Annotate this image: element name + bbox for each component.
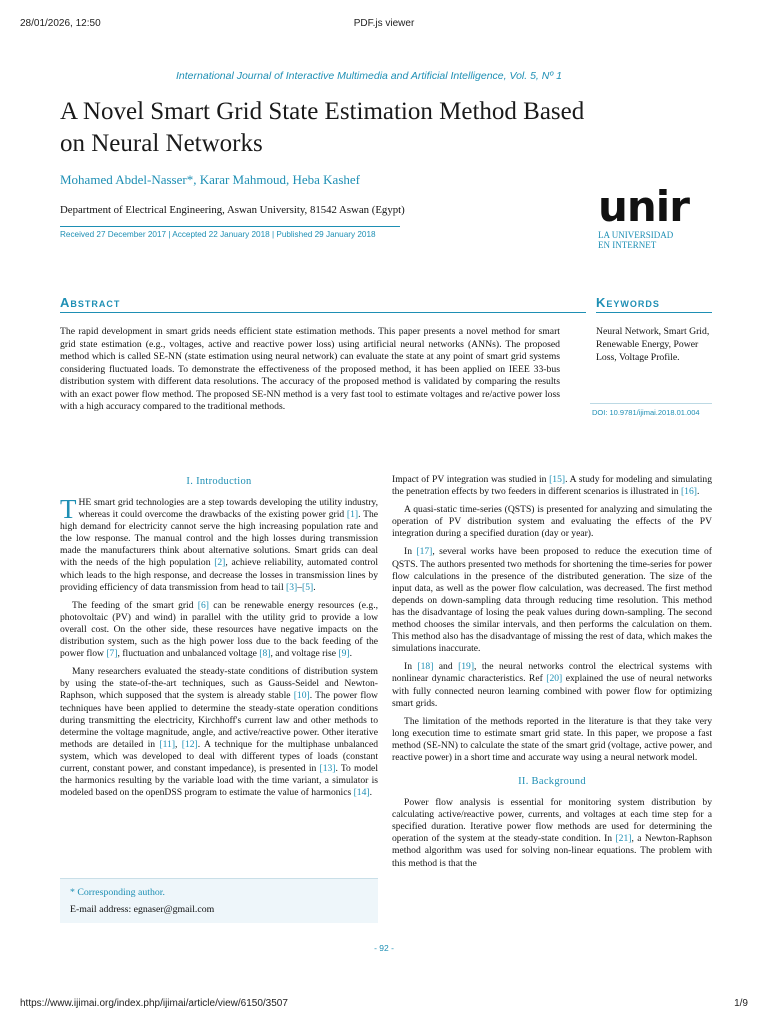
unir-logo-line2: EN INTERNET	[598, 240, 657, 250]
citation-link[interactable]: [2]	[214, 557, 226, 569]
abstract-rule	[60, 312, 586, 313]
doi: DOI: 10.9781/ijimai.2018.01.004	[592, 408, 700, 417]
title-line-1: A Novel Smart Grid State Estimation Method Based	[60, 98, 585, 125]
right-paragraph-5: The limitation of the methods reported in the literature is that they take very long execution time to estimate smart grid state. In this paper, we propose a fast method (SE-NN) to calculate the state of the smart grid (voltage, active power, and reactive power) in a short time and accurate way using a neural network model.	[392, 715, 712, 763]
citation-link[interactable]: [20]	[546, 673, 563, 685]
keywords-heading: Keywords	[596, 295, 660, 310]
introduction-body	[60, 494, 378, 799]
print-url: https://www.ijimai.org/index.php/ijimai/article/view/6150/3507	[20, 998, 288, 1009]
background-heading: II. Background	[518, 776, 586, 788]
paper-title	[60, 96, 740, 160]
unir-logo-wordmark: unir	[598, 182, 689, 231]
citation-link[interactable]: [7]	[106, 648, 118, 660]
print-title: PDF.js viewer	[353, 18, 415, 29]
citation-link[interactable]: [12]	[181, 738, 198, 750]
intro-paragraph-3: Many researchers evaluated the steady-state conditions of distribution system by using the state-of-the-art techniques, such as Gauss-Seidel and Newton-Raphson, which supposed that the system is already stable [10]. The power flow techniques have been applied to determine the steady-state operation conditions during transmitting the electricity, Kirchhoff's current law and other methods to determine the voltage magnitude, angle, and active/reactive power. Other iterative methods are detailed in [11], [12]. A technique for the multiphase unbalanced system, which was developed to deal with different types of loads (constant current, constant power, and constant impedance), is presented in [13]. To model the harmonics resulting by the variable load with the time variant, a simulator is modeled based on the openDSS program to estimate the value of harmonics [14].	[60, 666, 378, 799]
citation-link[interactable]: [10]	[293, 690, 310, 702]
corresponding-author-label: * Corresponding author.	[70, 887, 165, 898]
corresponding-author-box	[60, 878, 378, 923]
citation-link[interactable]: [16]	[680, 486, 697, 498]
unir-logo-line1: LA UNIVERSIDAD	[598, 230, 674, 240]
received-dates: Received 27 December 2017 | Accepted 22 January 2018 | Published 29 January 2018	[60, 230, 376, 239]
citation-link[interactable]: [13]	[319, 762, 336, 774]
received-top-rule	[60, 226, 400, 227]
citation-link[interactable]: [6]	[197, 599, 209, 611]
citation-link[interactable]: [3]	[286, 581, 298, 593]
doi-rule	[590, 403, 712, 404]
corresponding-email: E-mail address: egnaser@gmail.com	[70, 904, 215, 915]
citation-link[interactable]: [8]	[259, 648, 271, 660]
citation-link[interactable]: [18]	[417, 661, 434, 673]
introduction-heading: I. Introduction	[186, 476, 252, 487]
right-paragraph-3: In [17], several works have been proposed to reduce the execution time of QSTS. The authors presented two methods for shortening the time-series for power flow calculations in the presence of the distributed generation. The size of the input data, as well as the power flow calculation, was decreased. The first method depends on down-sampling data through reducing time resolution. This method has the disadvantage of losing the peak values during down-sampling. The second method chooses the similar intervals, and then performs the calculation on them. This method also has the disadvantage of missing the rest of data, which makes the simulations inaccurate.	[392, 546, 712, 655]
affiliation: Department of Electrical Engineering, Aswan University, 81542 Aswan (Egypt)	[60, 204, 405, 216]
print-datetime: 28/01/2026, 12:50	[20, 18, 101, 29]
citation-link[interactable]: [14]	[353, 787, 370, 799]
right-column-body	[392, 474, 712, 764]
citation-link[interactable]: [5]	[302, 581, 314, 593]
page-number: - 92 -	[374, 943, 394, 953]
citation-link[interactable]: [15]	[549, 474, 566, 485]
unir-logo	[598, 182, 689, 250]
citation-link[interactable]: [1]	[346, 509, 359, 521]
keywords-rule	[596, 312, 712, 313]
citation-link[interactable]: [21]	[615, 833, 632, 845]
right-column	[392, 474, 712, 876]
citation-link[interactable]: [19]	[458, 661, 475, 673]
citation-link[interactable]: [11]	[159, 738, 176, 750]
background-paragraph-1: Power flow analysis is essential for monitoring system distribution by calculating active/reactive power, currents, and voltages at each time step for a specified duration. Iterative power flow methods are used for determining the operation of the system at the steady-state condition. In [21], a Newton-Raphson method algorithm was used for solving non-linear equations. The problem with this method is that the	[392, 797, 712, 869]
title-line-2: on Neural Networks	[60, 130, 263, 157]
keywords-text: Neural Network, Smart Grid, Renewable Energy, Power Loss, Voltage Profile.	[596, 326, 710, 363]
right-paragraph-4: In [18] and [19], the neural networks control the electrical systems with nonlinear dynamic characteristics. Ref [20] explained the use of neural networks with fully connected neuron learning combined with power flow for optimizing smart grids.	[392, 661, 713, 709]
citation-link[interactable]: [17]	[416, 546, 433, 558]
left-column	[60, 476, 378, 805]
right-paragraph-2: A quasi-static time-series (QSTS) is presented for analyzing and simulating the operation of PV distribution system and evaluating the effects of the PV integration during a specified duration (day or year).	[392, 504, 712, 540]
background-body	[392, 797, 712, 870]
right-paragraph-1: Impact of PV integration was studied in [15]. A study for modeling and simulating the penetration effects by two feeders in different scenarios is illustrated in [16].	[392, 474, 712, 498]
intro-paragraph-1: THE smart grid technologies are a step towards developing the utility industry, whereas it could overcome the drawbacks of the existing power grid [1]. The high demand for electricity cannot serve the high increasing population rate and the low response. The manual control and the high losses during transmission made the manufacturers think about alternative solutions. Smart grids can deal with the needs of the high population [2], achieve reliability, automated control which leads to the high response, and decrease the losses in transmission lines by providing efficiency of data transmission from head to tail [3]–[5].	[60, 494, 378, 593]
intro-paragraph-2: The feeding of the smart grid [6] can be renewable energy resources (e.g., photovoltaic (PV) and wind) in parallel with the utility grid to provide a low overall cost. On the other side, these resources have negative impacts on the distribution system, such as the high power loss due to the back feeding of the power flow [7], fluctuation and unbalanced voltage [8], and voltage rise [9].	[60, 599, 378, 660]
print-page-count: 1/9	[734, 998, 748, 1009]
journal-line: International Journal of Interactive Multimedia and Artificial Intelligence, Vol. 5, Nº 1	[176, 70, 562, 82]
drop-cap: T	[60, 494, 77, 524]
abstract-text: The rapid development in smart grids needs efficient state estimation methods. This paper presents a novel method for smart grid state estimation (e.g., voltages, active and reactive power loss) using artificial neural networks (ANNs). The proposed method which is called SE-NN (state estimation using neural network) can evaluate the state at any point of smart grid systems considering fluctuated loads. To demonstrate the effectiveness of the proposed method, it has been applied on IEEE 33-bus distribution system with different data resolutions. The accuracy of the proposed method is validated by comparing the results with an exact power flow method. The proposed SE-NN method is a very fast tool to estimate voltages and re/active power loss with a high accuracy compared to the traditional methods.	[60, 326, 560, 412]
citation-link[interactable]: [9]	[338, 648, 350, 660]
authors: Mohamed Abdel-Nasser*, Karar Mahmoud, Heba Kashef	[60, 172, 360, 187]
abstract-heading: Abstract	[60, 295, 121, 310]
